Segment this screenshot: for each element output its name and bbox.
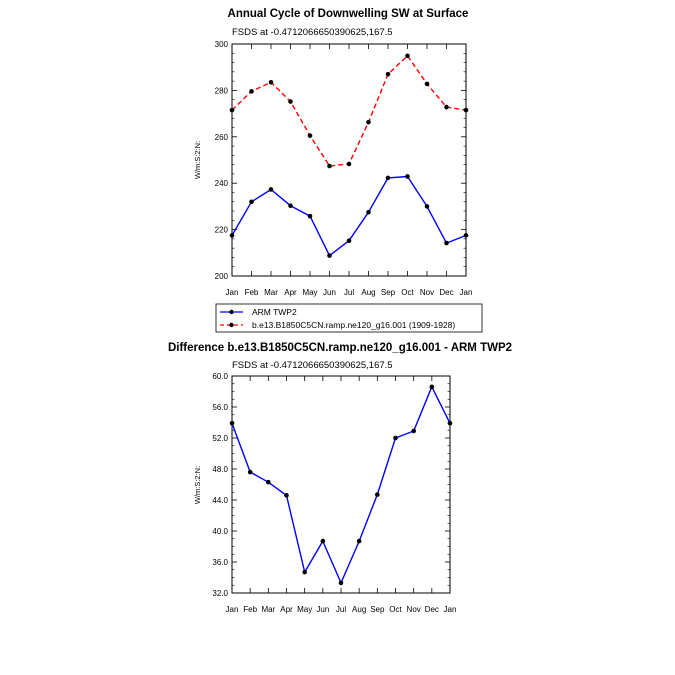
chart1-series-2-line [232, 56, 466, 166]
chart1-x-tick-label: Dec [439, 288, 454, 297]
chart2-series-1-point [284, 493, 289, 498]
chart1-y-tick-label: 220 [214, 225, 228, 235]
chart2-x-tick-label: Jul [335, 605, 347, 614]
chart1-x-tick-label: Jul [343, 288, 355, 297]
chart1-series-2-point [308, 133, 313, 138]
chart1-y-tick-label: 200 [214, 272, 228, 281]
chart1-series-1-point [230, 233, 235, 238]
chart1-series-1-point [269, 187, 274, 192]
chart1-series-1-line [232, 177, 466, 256]
legend-label-model: b.e13.B1850C5CN.ramp.ne120_g16.001 (1909-1928) [252, 320, 456, 330]
chart1-x-tick-label: Oct [401, 288, 414, 297]
chart1-y-tick-label: 260 [214, 132, 228, 142]
chart2-title: Difference b.e13.B1850C5CN.ramp.ne120_g16.001 - ARM TWP2 [167, 342, 513, 354]
chart2-series-1-point [411, 429, 416, 434]
chart1-subtitle: FSDS at -0.4712066650390625,167.5 [232, 27, 393, 38]
chart1-series-2-point [386, 72, 391, 77]
chart2-x-tick-label: Dec [424, 605, 439, 614]
chart1-series-1-point [288, 203, 293, 208]
chart2-subtitle: FSDS at -0.4712066650390625,167.5 [232, 360, 393, 371]
chart1-series-1-point [405, 174, 410, 179]
chart2-series-1-line [232, 387, 450, 583]
chart1-series-2-point [464, 108, 469, 113]
chart1-series-2-point [249, 89, 254, 94]
chart1-y-tick-label: 280 [214, 86, 228, 96]
chart1-series-1-point [347, 238, 352, 243]
chart1-series-1-point [386, 176, 391, 181]
chart1-title: Annual Cycle of Downwelling SW at Surface [227, 8, 469, 20]
chart2-y-tick-label: 52.0 [212, 434, 228, 443]
chart1-series-2-point [327, 164, 332, 169]
chart2-series-1-point [266, 480, 271, 485]
chart1-x-tick-label: Sep [380, 288, 396, 297]
chart2-x-tick-label: Jan [443, 605, 457, 614]
chart2-series-1-point [248, 470, 253, 475]
chart2-y-tick-label: 44.0 [212, 496, 228, 505]
chart2-y-tick-label: 40.0 [212, 527, 228, 536]
chart1-x-tick-label: Apr [284, 288, 297, 297]
chart2-series-1-point [357, 539, 362, 544]
chart1-series-1-point [249, 199, 254, 204]
chart2-series-1-point [230, 421, 235, 426]
chart2-y-tick-label: 36.0 [212, 558, 228, 567]
legend [216, 304, 482, 332]
chart2-x-tick-label: Oct [389, 605, 402, 614]
chart2-x-tick-label: Mar [261, 605, 276, 614]
chart1-x-tick-label: Jun [323, 288, 336, 297]
chart1-x-tick-label: Feb [244, 288, 259, 297]
chart2-y-tick-label: 56.0 [212, 403, 228, 412]
chart2-series-1-point [430, 385, 435, 390]
chart2-y-axis-label: W/m:S:2:N: [193, 465, 202, 505]
chart1-series-1-point [327, 253, 332, 258]
chart1-x-tick-label: May [302, 288, 318, 297]
chart2-x-tick-label: Nov [406, 605, 421, 614]
chart1-y-tick-label: 240 [214, 179, 228, 189]
legend-label-arm: ARM TWP2 [252, 307, 297, 317]
chart2-x-tick-label: Jun [316, 605, 330, 614]
chart1-series-2-point [366, 120, 371, 125]
chart1-y-tick-label: 300 [214, 40, 228, 49]
chart1-series-2-point [288, 99, 293, 104]
chart1-series-2-point [269, 80, 274, 85]
chart1-y-axis-label: W/m:S:2:N: [193, 140, 202, 180]
chart2-x-tick-label: Feb [243, 605, 258, 614]
chart1-series-1-point [308, 214, 313, 219]
chart2-series-1-point [321, 539, 326, 544]
chart1-series-1-point [444, 241, 449, 246]
chart1-series-1-point [425, 204, 430, 209]
chart2-x-tick-label: May [297, 605, 313, 614]
chart2-x-tick-label: Sep [370, 605, 385, 614]
legend-marker-model [229, 323, 233, 327]
chart1-series-2-point [444, 105, 449, 110]
chart2-plot-frame [232, 376, 450, 593]
chart2-series-1-point [302, 570, 307, 575]
chart2-y-tick-label: 60.0 [212, 372, 228, 381]
chart2-series-1-point [448, 421, 453, 426]
chart1-series-2-point [230, 108, 235, 113]
chart2-series-1-point [339, 581, 344, 586]
chart1-x-tick-label: Jan [225, 288, 239, 297]
chart1-series-2-point [425, 82, 430, 87]
chart2-series-1-point [375, 492, 380, 497]
chart1-series-2-point [347, 162, 352, 167]
chart1-series-1-point [464, 233, 469, 238]
chart1-x-tick-label: Nov [419, 288, 435, 297]
chart2-x-tick-label: Jan [225, 605, 239, 614]
chart2-y-tick-label: 48.0 [212, 465, 228, 474]
chart1-series-2-point [405, 54, 410, 59]
chart1-x-tick-label: Mar [264, 288, 278, 297]
legend-marker-arm [229, 310, 233, 314]
chart2-y-tick-label: 32.0 [212, 589, 228, 598]
chart2-x-tick-label: Apr [280, 605, 293, 614]
chart1-series-1-point [366, 210, 371, 215]
chart2-x-tick-label: Aug [352, 605, 367, 614]
chart1-x-tick-label: Aug [361, 288, 376, 297]
chart2-series-1-point [393, 436, 398, 441]
chart1-x-tick-label: Jan [459, 288, 473, 297]
